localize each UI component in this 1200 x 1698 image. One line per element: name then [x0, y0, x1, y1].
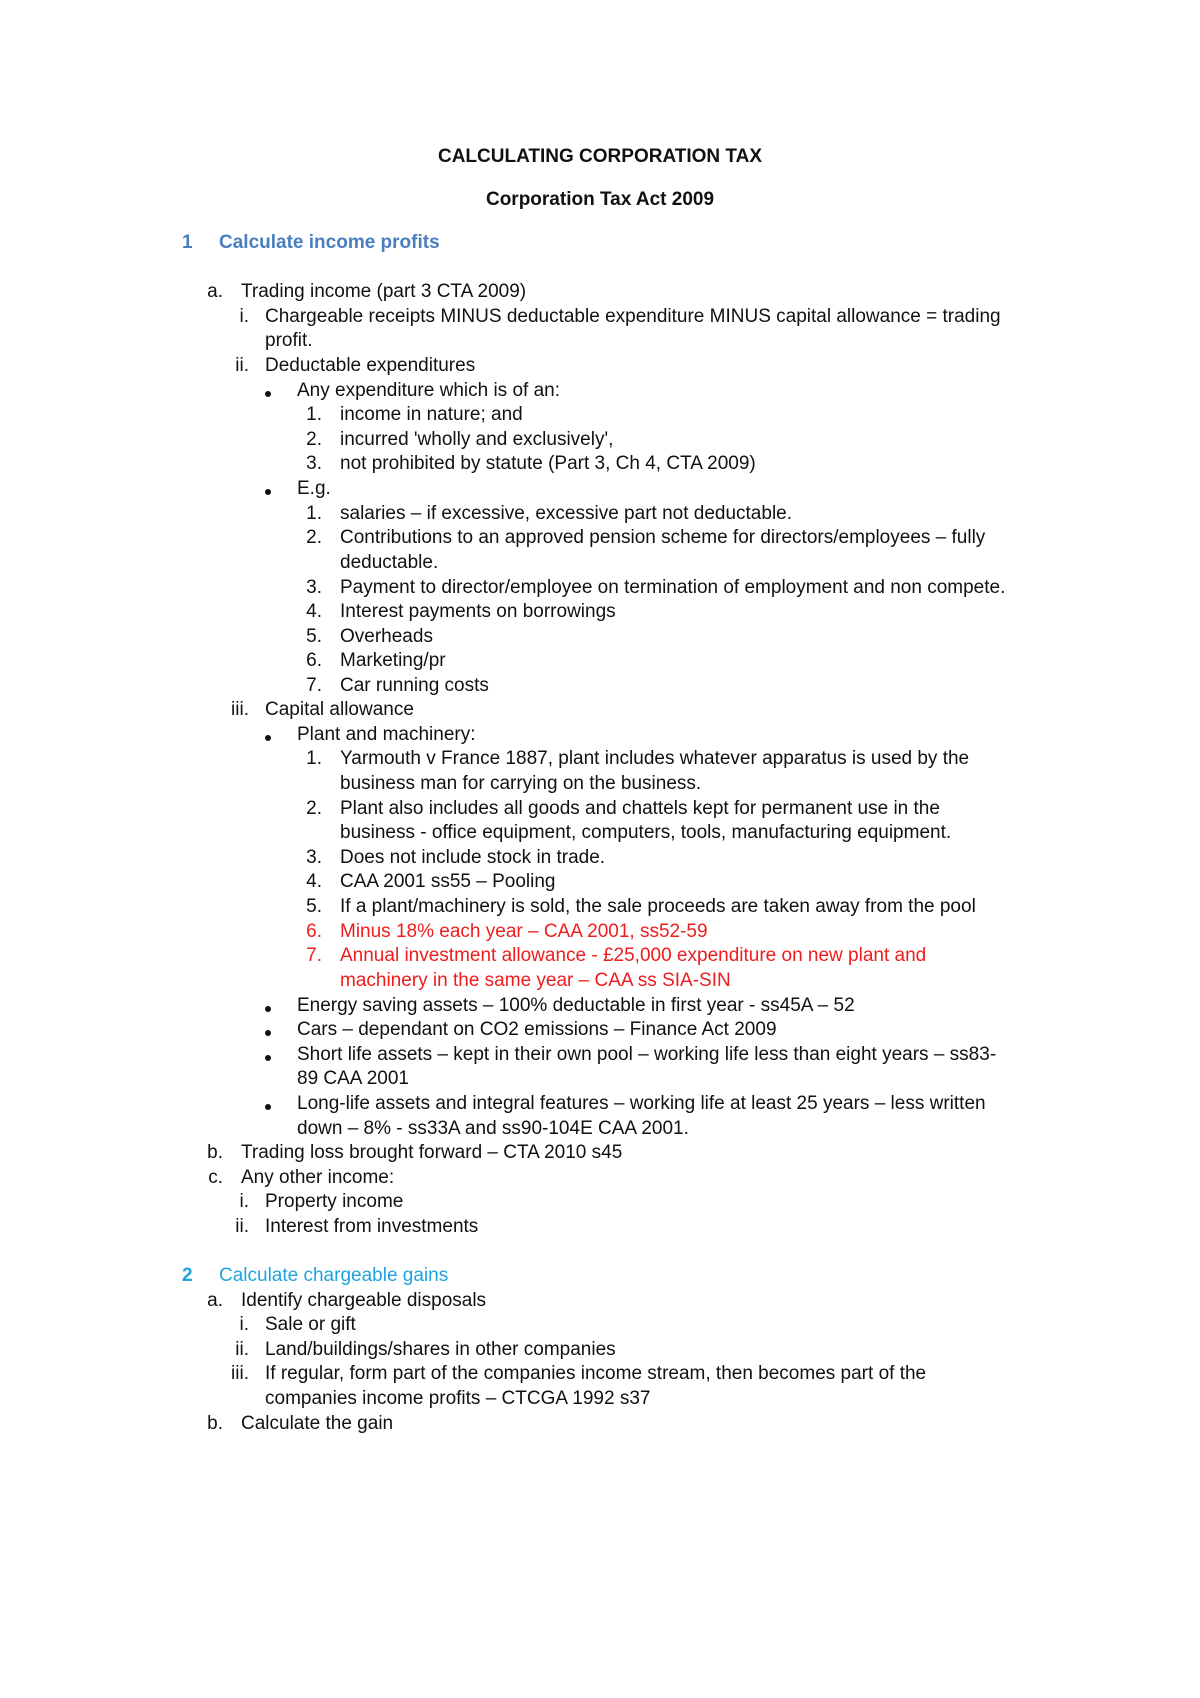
- list-item: CAA 2001 ss55 – Pooling: [340, 871, 556, 892]
- list-item: Trading loss brought forward – CTA 2010 s45: [241, 1142, 623, 1163]
- list-marker: a.: [207, 1290, 223, 1311]
- list-marker: 2.: [306, 798, 322, 819]
- list-marker: 7.: [306, 945, 322, 966]
- list-marker: i.: [239, 1314, 249, 1335]
- list-item: Contributions to an approved pension scheme for directors/employees – fully: [340, 527, 986, 548]
- bullet-icon: [265, 1055, 271, 1061]
- bullet-icon: [265, 1104, 271, 1110]
- list-marker: 2.: [306, 429, 322, 450]
- list-item-highlighted: Annual investment allowance - £25,000 expenditure on new plant and: [340, 945, 927, 966]
- list-item: Property income: [265, 1191, 404, 1212]
- list-marker: 5.: [306, 896, 322, 917]
- document-title: CALCULATING CORPORATION TAX: [437, 146, 763, 167]
- list-item: Interest from investments: [265, 1216, 479, 1237]
- list-item: Land/buildings/shares in other companies: [265, 1339, 616, 1360]
- list-item: Any other income:: [241, 1167, 395, 1188]
- list-item: Long-life assets and integral features – working life at least 25 years – less written: [297, 1093, 986, 1114]
- list-item: profit.: [265, 330, 313, 351]
- list-marker: 6.: [306, 921, 322, 942]
- list-item: Deductable expenditures: [265, 355, 476, 376]
- list-marker: 3.: [306, 847, 322, 868]
- bullet-icon: [265, 1006, 271, 1012]
- list-marker: i.: [239, 306, 249, 327]
- list-item: Payment to director/employee on termination of employment and non compete.: [340, 577, 1006, 598]
- list-item: Short life assets – kept in their own pool – working life less than eight years – ss83-: [297, 1044, 997, 1065]
- list-marker: 1.: [306, 748, 322, 769]
- list-marker: 5.: [306, 626, 322, 647]
- list-marker: ii.: [235, 355, 249, 376]
- list-marker: b.: [207, 1413, 223, 1434]
- list-marker: 6.: [306, 650, 322, 671]
- bullet-icon: [265, 1030, 271, 1036]
- list-item: Chargeable receipts MINUS deductable expenditure MINUS capital allowance = trading: [265, 306, 1001, 327]
- list-marker: 2.: [306, 527, 322, 548]
- list-item: Calculate the gain: [241, 1413, 394, 1434]
- section-1-heading: Calculate income profits: [219, 232, 440, 253]
- list-item: If regular, form part of the companies income stream, then becomes part of the: [265, 1363, 927, 1384]
- list-item: E.g.: [297, 478, 331, 499]
- list-marker: 3.: [306, 453, 322, 474]
- list-item: Does not include stock in trade.: [340, 847, 606, 868]
- list-marker: 7.: [306, 675, 322, 696]
- list-marker: c.: [208, 1167, 223, 1188]
- list-item: income in nature; and: [340, 404, 523, 425]
- list-item: down – 8% - ss33A and ss90-104E CAA 2001.: [297, 1118, 689, 1139]
- list-item: Interest payments on borrowings: [340, 601, 616, 622]
- list-marker: iii.: [231, 699, 249, 720]
- list-item: Capital allowance: [265, 699, 414, 720]
- list-item: business - office equipment, computers, tools, manufacturing equipment.: [340, 822, 952, 843]
- list-item: salaries – if excessive, excessive part not deductable.: [340, 503, 793, 524]
- list-item: If a plant/machinery is sold, the sale proceeds are taken away from the pool: [340, 896, 976, 917]
- list-item-highlighted: machinery in the same year – CAA ss SIA-SIN: [340, 970, 731, 991]
- list-marker: b.: [207, 1142, 223, 1163]
- list-marker: i.: [239, 1191, 249, 1212]
- document-subtitle: Corporation Tax Act 2009: [485, 189, 715, 210]
- list-marker: 1.: [306, 404, 322, 425]
- list-item: not prohibited by statute (Part 3, Ch 4, CTA 2009): [340, 453, 756, 474]
- list-item: Any expenditure which is of an:: [297, 380, 560, 401]
- list-item-highlighted: Minus 18% each year – CAA 2001, ss52-59: [340, 921, 708, 942]
- list-item: Plant and machinery:: [297, 724, 476, 745]
- list-marker: iii.: [231, 1363, 249, 1384]
- list-item: Sale or gift: [265, 1314, 356, 1335]
- section-2-number: 2: [182, 1265, 193, 1286]
- list-item: deductable.: [340, 552, 439, 573]
- list-item: incurred 'wholly and exclusively',: [340, 429, 614, 450]
- list-item: Overheads: [340, 626, 433, 647]
- list-marker: a.: [207, 281, 223, 302]
- section-1-number: 1: [182, 232, 193, 253]
- list-item: Plant also includes all goods and chattels kept for permanent use in the: [340, 798, 940, 819]
- list-marker: 4.: [306, 601, 322, 622]
- list-marker: ii.: [235, 1339, 249, 1360]
- list-item: Identify chargeable disposals: [241, 1290, 487, 1311]
- bullet-icon: [265, 391, 271, 397]
- list-item: companies income profits – CTCGA 1992 s37: [265, 1388, 651, 1409]
- list-item: Yarmouth v France 1887, plant includes whatever apparatus is used by the: [340, 748, 970, 769]
- list-marker: 1.: [306, 503, 322, 524]
- section-2-heading: Calculate chargeable gains: [219, 1265, 449, 1286]
- list-item: Marketing/pr: [340, 650, 446, 671]
- list-item: business man for carrying on the business.: [340, 773, 702, 794]
- list-item: Energy saving assets – 100% deductable in first year - ss45A – 52: [297, 995, 855, 1016]
- bullet-icon: [265, 489, 271, 495]
- bullet-icon: [265, 735, 271, 741]
- list-item: Car running costs: [340, 675, 489, 696]
- list-item: Trading income (part 3 CTA 2009): [241, 281, 527, 302]
- list-marker: 3.: [306, 577, 322, 598]
- list-marker: ii.: [235, 1216, 249, 1237]
- list-item: Cars – dependant on CO2 emissions – Finance Act 2009: [297, 1019, 777, 1040]
- list-item: 89 CAA 2001: [297, 1068, 409, 1089]
- list-marker: 4.: [306, 871, 322, 892]
